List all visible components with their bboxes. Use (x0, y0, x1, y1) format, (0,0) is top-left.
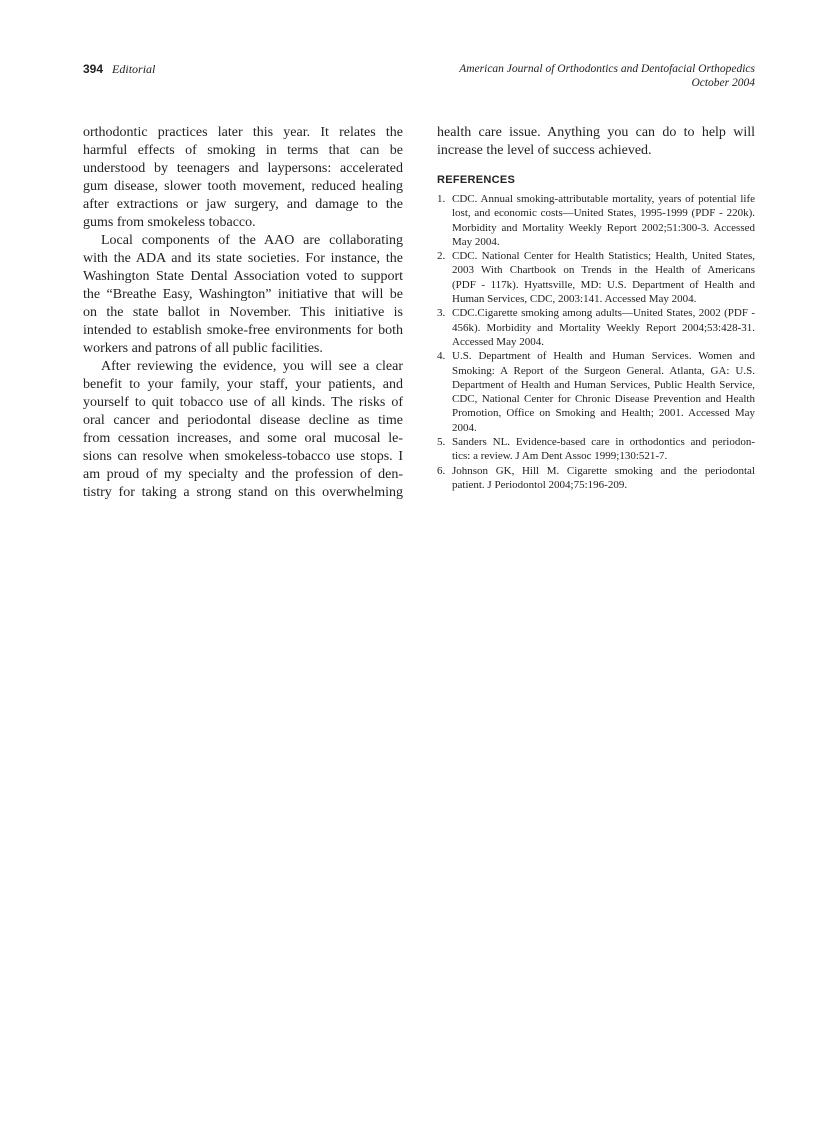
reference-line: lost, and economic costs—United States, 1995-1999 (PDF - 220k). (452, 207, 755, 220)
text-line: on the state ballot in November. This initiative is (83, 305, 403, 320)
running-header-right (459, 62, 755, 90)
text-line: sions can resolve when smokeless-tobacco use stops. I (83, 449, 403, 464)
text-line: gums from smokeless tobacco. (83, 215, 256, 230)
reference-item (437, 249, 755, 306)
paragraph (437, 124, 755, 160)
page-number: 394 (83, 62, 104, 76)
text-line: orthodontic practices later this year. It relates the (83, 125, 403, 140)
reference-line: 2004. (452, 421, 477, 434)
text-line: workers and patrons of all public facilities. (83, 341, 323, 356)
text-line: harmful effects of smoking in terms that can be (83, 143, 403, 158)
text-line: health care issue. Anything you can do to help will (437, 125, 755, 140)
reference-line: Department of Health and Human Services, Public Health Service, (452, 378, 755, 391)
reference-line: May 2004. (452, 235, 500, 248)
text-line: tistry for taking a strong stand on this overwhelming (83, 485, 403, 500)
text-line: gum disease, slower tooth movement, reduced healing (83, 179, 403, 194)
reference-line: Smoking: A Report of the Surgeon General. Atlanta, GA: U.S. (452, 364, 755, 377)
reference-line: (PDF - 117k). Hyattsville, MD: U.S. Department of Health and (452, 278, 755, 291)
text-line: from cessation increases, and some oral mucosal le- (83, 431, 403, 446)
text-line: benefit to your family, your staff, your patients, and (83, 377, 403, 392)
left-column (83, 124, 403, 502)
references-heading: REFERENCES (437, 174, 516, 186)
text-line: yourself to quit tobacco use of all kinds. The risks of (83, 395, 403, 410)
reference-line: U.S. Department of Health and Human Services. Women and (452, 350, 755, 363)
text-line: After reviewing the evidence, you will see a clear (101, 359, 403, 374)
reference-line: 2003 With Chartbook on Trends in the Health of Americans (452, 264, 755, 277)
reference-item (437, 464, 755, 493)
text-line: the “Breathe Easy, Washington” initiative that will be (83, 287, 403, 302)
reference-number: 3. (437, 307, 446, 320)
reference-number: 1. (437, 193, 446, 205)
text-line: Local components of the AAO are collaborating (101, 233, 403, 248)
reference-line: CDC. National Center for Health Statistics; Health, United States, (452, 250, 755, 263)
reference-line: tics: a review. J Am Dent Assoc 1999;130:521-7. (452, 450, 668, 463)
reference-item (437, 306, 755, 349)
text-line: increase the level of success achieved. (437, 143, 652, 158)
reference-line: CDC.Cigarette smoking among adults—United States, 2002 (PDF - (452, 307, 755, 320)
issue-date: October 2004 (691, 77, 755, 89)
reference-number: 4. (437, 350, 446, 363)
running-header-left (83, 62, 155, 77)
reference-line: CDC, National Center for Chronic Disease Prevention and Health (452, 393, 755, 406)
paragraph (83, 358, 403, 502)
references-list (437, 192, 755, 492)
paragraph (83, 124, 403, 232)
paragraph (83, 232, 403, 358)
text-line: with the ADA and its state societies. For instance, the (83, 251, 403, 266)
reference-line: 456k). Morbidity and Mortality Weekly Report 2004;53:428-31. (452, 321, 755, 334)
reference-item (437, 192, 755, 249)
reference-number: 6. (437, 464, 446, 477)
reference-line: Sanders NL. Evidence-based care in orthodontics and periodon- (452, 436, 755, 449)
reference-line: Johnson GK, Hill M. Cigarette smoking and the periodontal (452, 464, 755, 477)
text-line: after extractions or jaw surgery, and damage to the (83, 197, 403, 212)
text-line: oral cancer and periodontal disease decline as time (83, 413, 403, 428)
text-line: intended to establish smoke-free environments for both (83, 323, 403, 338)
reference-item (437, 349, 755, 435)
reference-item (437, 435, 755, 464)
reference-line: CDC. Annual smoking-attributable mortality, years of potential life (452, 193, 755, 205)
text-line: am proud of my specialty and the profession of den- (83, 467, 403, 482)
reference-number: 2. (437, 250, 446, 263)
reference-line: Morbidity and Mortality Weekly Report 2002;51:300-3. Accessed (452, 221, 755, 234)
reference-line: Human Services, CDC, 2003:141. Accessed May 2004. (452, 293, 697, 306)
section-name: Editorial (112, 62, 156, 76)
text-line: understood by teenagers and laypersons: accelerated (83, 161, 403, 176)
reference-line: Accessed May 2004. (452, 335, 544, 348)
reference-line: patient. J Periodontol 2004;75:196-209. (452, 478, 628, 491)
reference-line: Promotion, Office on Smoking and Health; 2001. Accessed May (452, 407, 755, 420)
text-line: Washington State Dental Association voted to support (83, 269, 403, 284)
right-column (437, 124, 755, 492)
reference-number: 5. (437, 436, 446, 449)
journal-title: American Journal of Orthodontics and Dentofacial Orthopedics (459, 63, 755, 75)
